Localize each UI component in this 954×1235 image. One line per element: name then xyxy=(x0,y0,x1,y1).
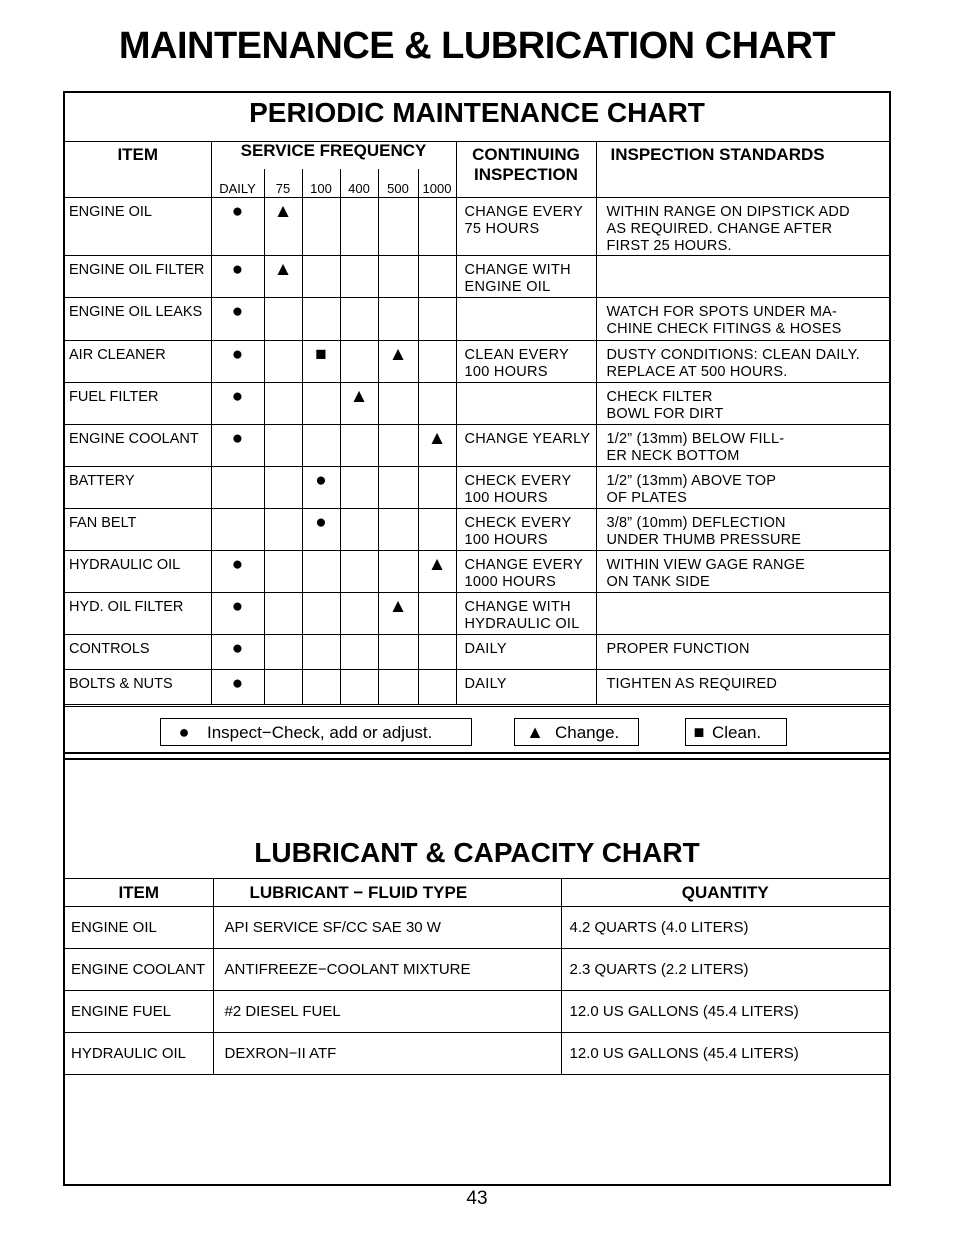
row-inspection-standards: DUSTY CONDITIONS: CLEAN DAILY. REPLACE AT 500 HOURS. xyxy=(596,340,889,382)
row-continuing-inspection xyxy=(456,382,596,424)
row-item: BOLTS & NUTS xyxy=(65,669,211,704)
frequency-mark: ● xyxy=(211,669,264,704)
row-quantity: 2.3 QUARTS (2.2 LITERS) xyxy=(561,949,889,991)
lubricant-capacity-table xyxy=(65,878,889,1075)
row-inspection-standards: WATCH FOR SPOTS UNDER MA- CHINE CHECK FITINGS & HOSES xyxy=(596,297,889,340)
frequency-mark xyxy=(340,297,378,340)
table-row xyxy=(65,907,889,949)
row-inspection-standards: 1/2” (13mm) BELOW FILL- ER NECK BOTTOM xyxy=(596,424,889,466)
header-freq-75: 75 xyxy=(264,169,302,197)
frequency-mark xyxy=(418,197,456,255)
row-inspection-standards: TIGHTEN AS REQUIRED xyxy=(596,669,889,704)
row-item: FUEL FILTER xyxy=(65,382,211,424)
row-item: ENGINE OIL xyxy=(65,907,213,949)
frequency-mark xyxy=(302,669,340,704)
row-inspection-standards: CHECK FILTER BOWL FOR DIRT xyxy=(596,382,889,424)
row-quantity: 12.0 US GALLONS (45.4 LITERS) xyxy=(561,991,889,1033)
frequency-mark: ● xyxy=(211,550,264,592)
frequency-mark xyxy=(418,634,456,669)
row-fluid-type: #2 DIESEL FUEL xyxy=(213,991,561,1033)
table-row xyxy=(65,508,889,550)
frequency-mark xyxy=(302,255,340,297)
frequency-mark xyxy=(302,424,340,466)
frequency-mark xyxy=(418,382,456,424)
row-inspection-standards: WITHIN VIEW GAGE RANGE ON TANK SIDE xyxy=(596,550,889,592)
table-row xyxy=(65,949,889,991)
frequency-mark xyxy=(340,550,378,592)
frequency-mark: ▲ xyxy=(418,424,456,466)
frequency-mark: ● xyxy=(302,466,340,508)
frequency-mark: ▲ xyxy=(264,255,302,297)
frequency-mark xyxy=(418,255,456,297)
double-divider xyxy=(65,752,889,760)
row-item: HYDRAULIC OIL xyxy=(65,550,211,592)
row-inspection-standards: 3/8” (10mm) DEFLECTION UNDER THUMB PRESSURE xyxy=(596,508,889,550)
header-fluid-type: LUBRICANT − FLUID TYPE xyxy=(213,879,561,907)
frequency-mark: ● xyxy=(211,592,264,634)
row-item: ENGINE OIL xyxy=(65,197,211,255)
frequency-mark: ● xyxy=(211,382,264,424)
frequency-mark: ● xyxy=(211,634,264,669)
frequency-mark xyxy=(378,466,418,508)
change-symbol-icon: ▲ xyxy=(526,722,544,742)
frequency-mark xyxy=(340,508,378,550)
frequency-mark xyxy=(340,466,378,508)
row-item: ENGINE OIL FILTER xyxy=(65,255,211,297)
frequency-mark xyxy=(378,508,418,550)
table-row xyxy=(65,466,889,508)
frequency-mark xyxy=(264,424,302,466)
row-continuing-inspection: CHANGE WITH ENGINE OIL xyxy=(456,255,596,297)
frequency-mark xyxy=(378,382,418,424)
row-item: ENGINE OIL LEAKS xyxy=(65,297,211,340)
row-item: ENGINE FUEL xyxy=(65,991,213,1033)
table-row xyxy=(65,297,889,340)
row-continuing-inspection: CHANGE EVERY 1000 HOURS xyxy=(456,550,596,592)
frequency-mark: ■ xyxy=(302,340,340,382)
row-inspection-standards xyxy=(596,255,889,297)
frequency-mark: ▲ xyxy=(340,382,378,424)
frequency-mark xyxy=(340,197,378,255)
frequency-mark xyxy=(418,592,456,634)
frequency-mark xyxy=(302,197,340,255)
frequency-mark: ▲ xyxy=(378,592,418,634)
row-quantity: 12.0 US GALLONS (45.4 LITERS) xyxy=(561,1033,889,1075)
frequency-mark xyxy=(264,340,302,382)
periodic-maintenance-table xyxy=(65,141,889,705)
frequency-mark xyxy=(378,255,418,297)
frequency-mark xyxy=(264,669,302,704)
header-item: ITEM xyxy=(65,879,213,907)
frequency-mark xyxy=(418,340,456,382)
row-fluid-type: ANTIFREEZE−COOLANT MIXTURE xyxy=(213,949,561,991)
inspect-symbol-icon: ● xyxy=(178,722,190,742)
frequency-mark xyxy=(340,255,378,297)
frequency-mark: ● xyxy=(211,424,264,466)
table-row xyxy=(65,340,889,382)
header-freq-400: 400 xyxy=(340,169,378,197)
frequency-mark xyxy=(302,634,340,669)
table-row xyxy=(65,550,889,592)
table-row xyxy=(65,382,889,424)
row-continuing-inspection: CHANGE WITH HYDRAULIC OIL xyxy=(456,592,596,634)
header-item: ITEM xyxy=(65,141,211,197)
legend-inspect-label: Inspect−Check, add or adjust. xyxy=(207,723,433,742)
frequency-mark xyxy=(378,669,418,704)
header-freq-daily: DAILY xyxy=(211,169,264,197)
frequency-mark: ● xyxy=(211,297,264,340)
frequency-mark xyxy=(378,634,418,669)
table-row xyxy=(65,255,889,297)
frequency-mark: ▲ xyxy=(378,340,418,382)
frequency-mark xyxy=(264,550,302,592)
row-quantity: 4.2 QUARTS (4.0 LITERS) xyxy=(561,907,889,949)
row-item: ENGINE COOLANT xyxy=(65,949,213,991)
header-freq-500: 500 xyxy=(378,169,418,197)
frequency-mark xyxy=(418,508,456,550)
table-row xyxy=(65,424,889,466)
frequency-mark: ● xyxy=(211,340,264,382)
header-inspection-standards: INSPECTION STANDARDS xyxy=(596,141,889,197)
row-continuing-inspection: DAILY xyxy=(456,634,596,669)
row-item: HYD. OIL FILTER xyxy=(65,592,211,634)
frequency-mark xyxy=(340,424,378,466)
header-service-frequency: SERVICE FREQUENCY xyxy=(211,141,456,169)
row-fluid-type: API SERVICE SF/CC SAE 30 W xyxy=(213,907,561,949)
row-inspection-standards: PROPER FUNCTION xyxy=(596,634,889,669)
frequency-mark: ● xyxy=(302,508,340,550)
legend-inspect xyxy=(160,718,472,746)
frequency-mark xyxy=(211,466,264,508)
frequency-mark xyxy=(302,550,340,592)
legend-clean-label: Clean. xyxy=(712,723,762,742)
row-continuing-inspection xyxy=(456,297,596,340)
header-continuing-inspection: CONTINUING INSPECTION xyxy=(456,141,596,197)
frequency-mark xyxy=(302,297,340,340)
frequency-mark xyxy=(378,197,418,255)
header-quantity: QUANTITY xyxy=(561,879,889,907)
frequency-mark xyxy=(418,669,456,704)
frequency-mark xyxy=(418,297,456,340)
legend-clean xyxy=(685,718,787,746)
table-row xyxy=(65,991,889,1033)
table-row xyxy=(65,197,889,255)
table-row xyxy=(65,592,889,634)
row-item: BATTERY xyxy=(65,466,211,508)
table-row xyxy=(65,634,889,669)
frequency-mark xyxy=(264,634,302,669)
legend-change xyxy=(514,718,639,746)
clean-symbol-icon: ■ xyxy=(693,722,705,742)
periodic-chart-title: PERIODIC MAINTENANCE CHART xyxy=(249,97,705,128)
frequency-mark xyxy=(378,550,418,592)
frequency-mark: ▲ xyxy=(264,197,302,255)
frequency-mark: ● xyxy=(211,255,264,297)
frequency-mark xyxy=(264,466,302,508)
chart-frame xyxy=(63,91,891,1186)
lubricant-chart-title: LUBRICANT & CAPACITY CHART xyxy=(254,837,700,868)
frequency-mark xyxy=(264,382,302,424)
frequency-mark xyxy=(340,340,378,382)
row-item: ENGINE COOLANT xyxy=(65,424,211,466)
divider xyxy=(65,706,889,707)
row-item: AIR CLEANER xyxy=(65,340,211,382)
table-row xyxy=(65,1033,889,1075)
frequency-mark xyxy=(302,382,340,424)
table-row xyxy=(65,669,889,704)
row-item: FAN BELT xyxy=(65,508,211,550)
row-inspection-standards: WITHIN RANGE ON DIPSTICK ADD AS REQUIRED. CHANGE AFTER FIRST 25 HOURS. xyxy=(596,197,889,255)
frequency-mark xyxy=(264,508,302,550)
row-continuing-inspection: CLEAN EVERY 100 HOURS xyxy=(456,340,596,382)
row-continuing-inspection: DAILY xyxy=(456,669,596,704)
frequency-mark xyxy=(211,508,264,550)
row-continuing-inspection: CHANGE EVERY 75 HOURS xyxy=(456,197,596,255)
row-continuing-inspection: CHECK EVERY 100 HOURS xyxy=(456,508,596,550)
frequency-mark xyxy=(418,466,456,508)
frequency-mark xyxy=(264,297,302,340)
frequency-mark xyxy=(340,592,378,634)
row-item: CONTROLS xyxy=(65,634,211,669)
legend-change-label: Change. xyxy=(555,723,620,742)
frequency-mark xyxy=(378,424,418,466)
row-inspection-standards xyxy=(596,592,889,634)
frequency-mark: ● xyxy=(211,197,264,255)
header-freq-100: 100 xyxy=(302,169,340,197)
row-item: HYDRAULIC OIL xyxy=(65,1033,213,1075)
row-fluid-type: DEXRON−II ATF xyxy=(213,1033,561,1075)
row-continuing-inspection: CHECK EVERY 100 HOURS xyxy=(456,466,596,508)
row-inspection-standards: 1/2” (13mm) ABOVE TOP OF PLATES xyxy=(596,466,889,508)
frequency-mark xyxy=(340,669,378,704)
frequency-mark xyxy=(340,634,378,669)
frequency-mark xyxy=(264,592,302,634)
frequency-mark xyxy=(378,297,418,340)
page-title: MAINTENANCE & LUBRICATION CHART xyxy=(118,25,836,67)
frequency-mark xyxy=(302,592,340,634)
header-freq-1000: 1000 xyxy=(418,169,456,197)
frequency-mark: ▲ xyxy=(418,550,456,592)
row-continuing-inspection: CHANGE YEARLY xyxy=(456,424,596,466)
page-number: 43 xyxy=(466,1188,488,1209)
